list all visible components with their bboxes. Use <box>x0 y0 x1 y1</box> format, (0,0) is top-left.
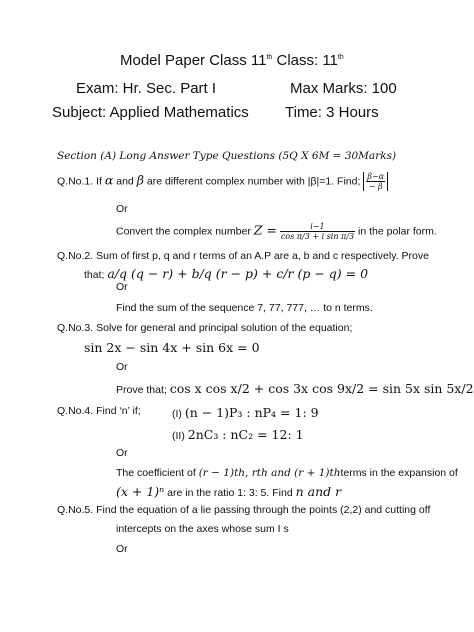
title-class: Class: 11 <box>272 52 338 69</box>
q2-or: Or <box>116 281 128 293</box>
time-label: Time: 3 Hours <box>285 104 379 121</box>
q4-coef-e: n and r <box>295 484 342 499</box>
q4-coef-d: are in the ratio 1: 3: 5. Find <box>167 487 293 499</box>
q1-frac-num: β−α <box>367 172 385 181</box>
q4-text: Find ‘n’ if; <box>96 405 141 417</box>
q4-alt-line1 <box>116 467 458 479</box>
title-text: Model Paper Class 11 <box>120 52 267 69</box>
question-3 <box>57 322 352 334</box>
q5-label: Q.No.5. <box>57 504 94 516</box>
q3-label: Q.No.3. <box>57 322 94 334</box>
q1-alpha: α <box>104 172 114 188</box>
q3-text: Solve for general and principal solution of the equation; <box>96 322 353 334</box>
q1-z-eq: Z = <box>253 222 277 238</box>
exam-label: Exam: Hr. Sec. Part I <box>76 80 217 97</box>
q4-alt-line2 <box>116 484 341 499</box>
q5-text: Find the equation of a lie passing through the points (2,2) and cutting off <box>96 504 431 516</box>
q1-abs-fraction <box>363 172 388 191</box>
q4-part-ii <box>172 427 304 442</box>
q1-label: Q.No.1. <box>57 175 94 188</box>
q1-text-b: and <box>116 175 134 188</box>
q3-alt <box>116 381 474 396</box>
q4-part-i-label: (I) <box>172 408 182 420</box>
q2-that: that; <box>84 269 105 281</box>
q4-coef-terms: (r − 1)th, rth and (r + 1)th <box>198 467 341 479</box>
section-title: Section (A) Long Answer Type Questions (5Q X 6M = 30Marks) <box>57 150 397 162</box>
q1-beta: β <box>136 172 144 188</box>
page-title <box>120 52 344 69</box>
q1-alt <box>116 222 437 241</box>
q3-or: Or <box>116 361 128 373</box>
q2-label: Q.No.2. <box>57 250 94 262</box>
q5-or: Or <box>116 543 128 555</box>
title-sup: th <box>266 54 273 61</box>
q4-coef-c: (x + 1)ⁿ <box>116 484 165 499</box>
q4-part-ii-expr: 2nC₃ : nC₂ = 12: 1 <box>187 427 304 442</box>
q4-label: Q.No.4. <box>57 405 94 417</box>
q1-z-num: i−1 <box>280 222 355 232</box>
q3-prove-expression: cos x cos x/2 + cos 3x cos 9x/2 = sin 5x sin 5x/2 <box>169 381 474 396</box>
q1-text-a: If <box>96 175 102 188</box>
q3-prove: Prove that; <box>116 384 167 396</box>
q1-frac-den: − β <box>368 182 383 191</box>
question-2 <box>57 250 429 262</box>
q2-prove <box>84 266 368 281</box>
title-sup2: th <box>337 54 344 61</box>
q1-convert-b: in the polar form. <box>358 225 437 238</box>
q2-text: Sum of first p, q and r terms of an A.P are a, b and c respectively. Prove <box>96 250 429 262</box>
q3-equation: sin 2x − sin 4x + sin 6x = 0 <box>84 340 260 355</box>
q1-z-den: cos π/3 + i sin π/3 <box>280 232 355 241</box>
q2-expression: a/q (q − r) + b/q (r − p) + c/r (p − q) = 0 <box>107 266 369 281</box>
q4-part-i <box>172 405 319 420</box>
q1-text-c: are different complex number with |β|=1. Find; <box>146 175 361 188</box>
question-4 <box>57 405 141 417</box>
q4-coef-a: The coefficient of <box>116 467 196 479</box>
q4-coef-b: terms in the expansion of <box>340 467 458 479</box>
q4-part-ii-label: (II) <box>172 430 185 442</box>
q5-text-line2: intercepts on the axes whose sum I s <box>116 523 289 535</box>
q1-z-frac <box>280 222 355 241</box>
q2-alt: Find the sum of the sequence 7, 77, 777, … to n terms. <box>116 302 373 314</box>
question-1 <box>57 172 388 191</box>
q1-convert-a: Convert the complex number <box>116 225 251 238</box>
max-marks-label: Max Marks: 100 <box>290 80 397 97</box>
subject-label: Subject: Applied Mathematics <box>52 104 249 121</box>
q4-part-i-expr: (n − 1)P₃ : nP₄ = 1: 9 <box>184 405 319 420</box>
q4-or: Or <box>116 447 128 459</box>
q1-or: Or <box>116 203 128 215</box>
question-5 <box>57 504 430 516</box>
